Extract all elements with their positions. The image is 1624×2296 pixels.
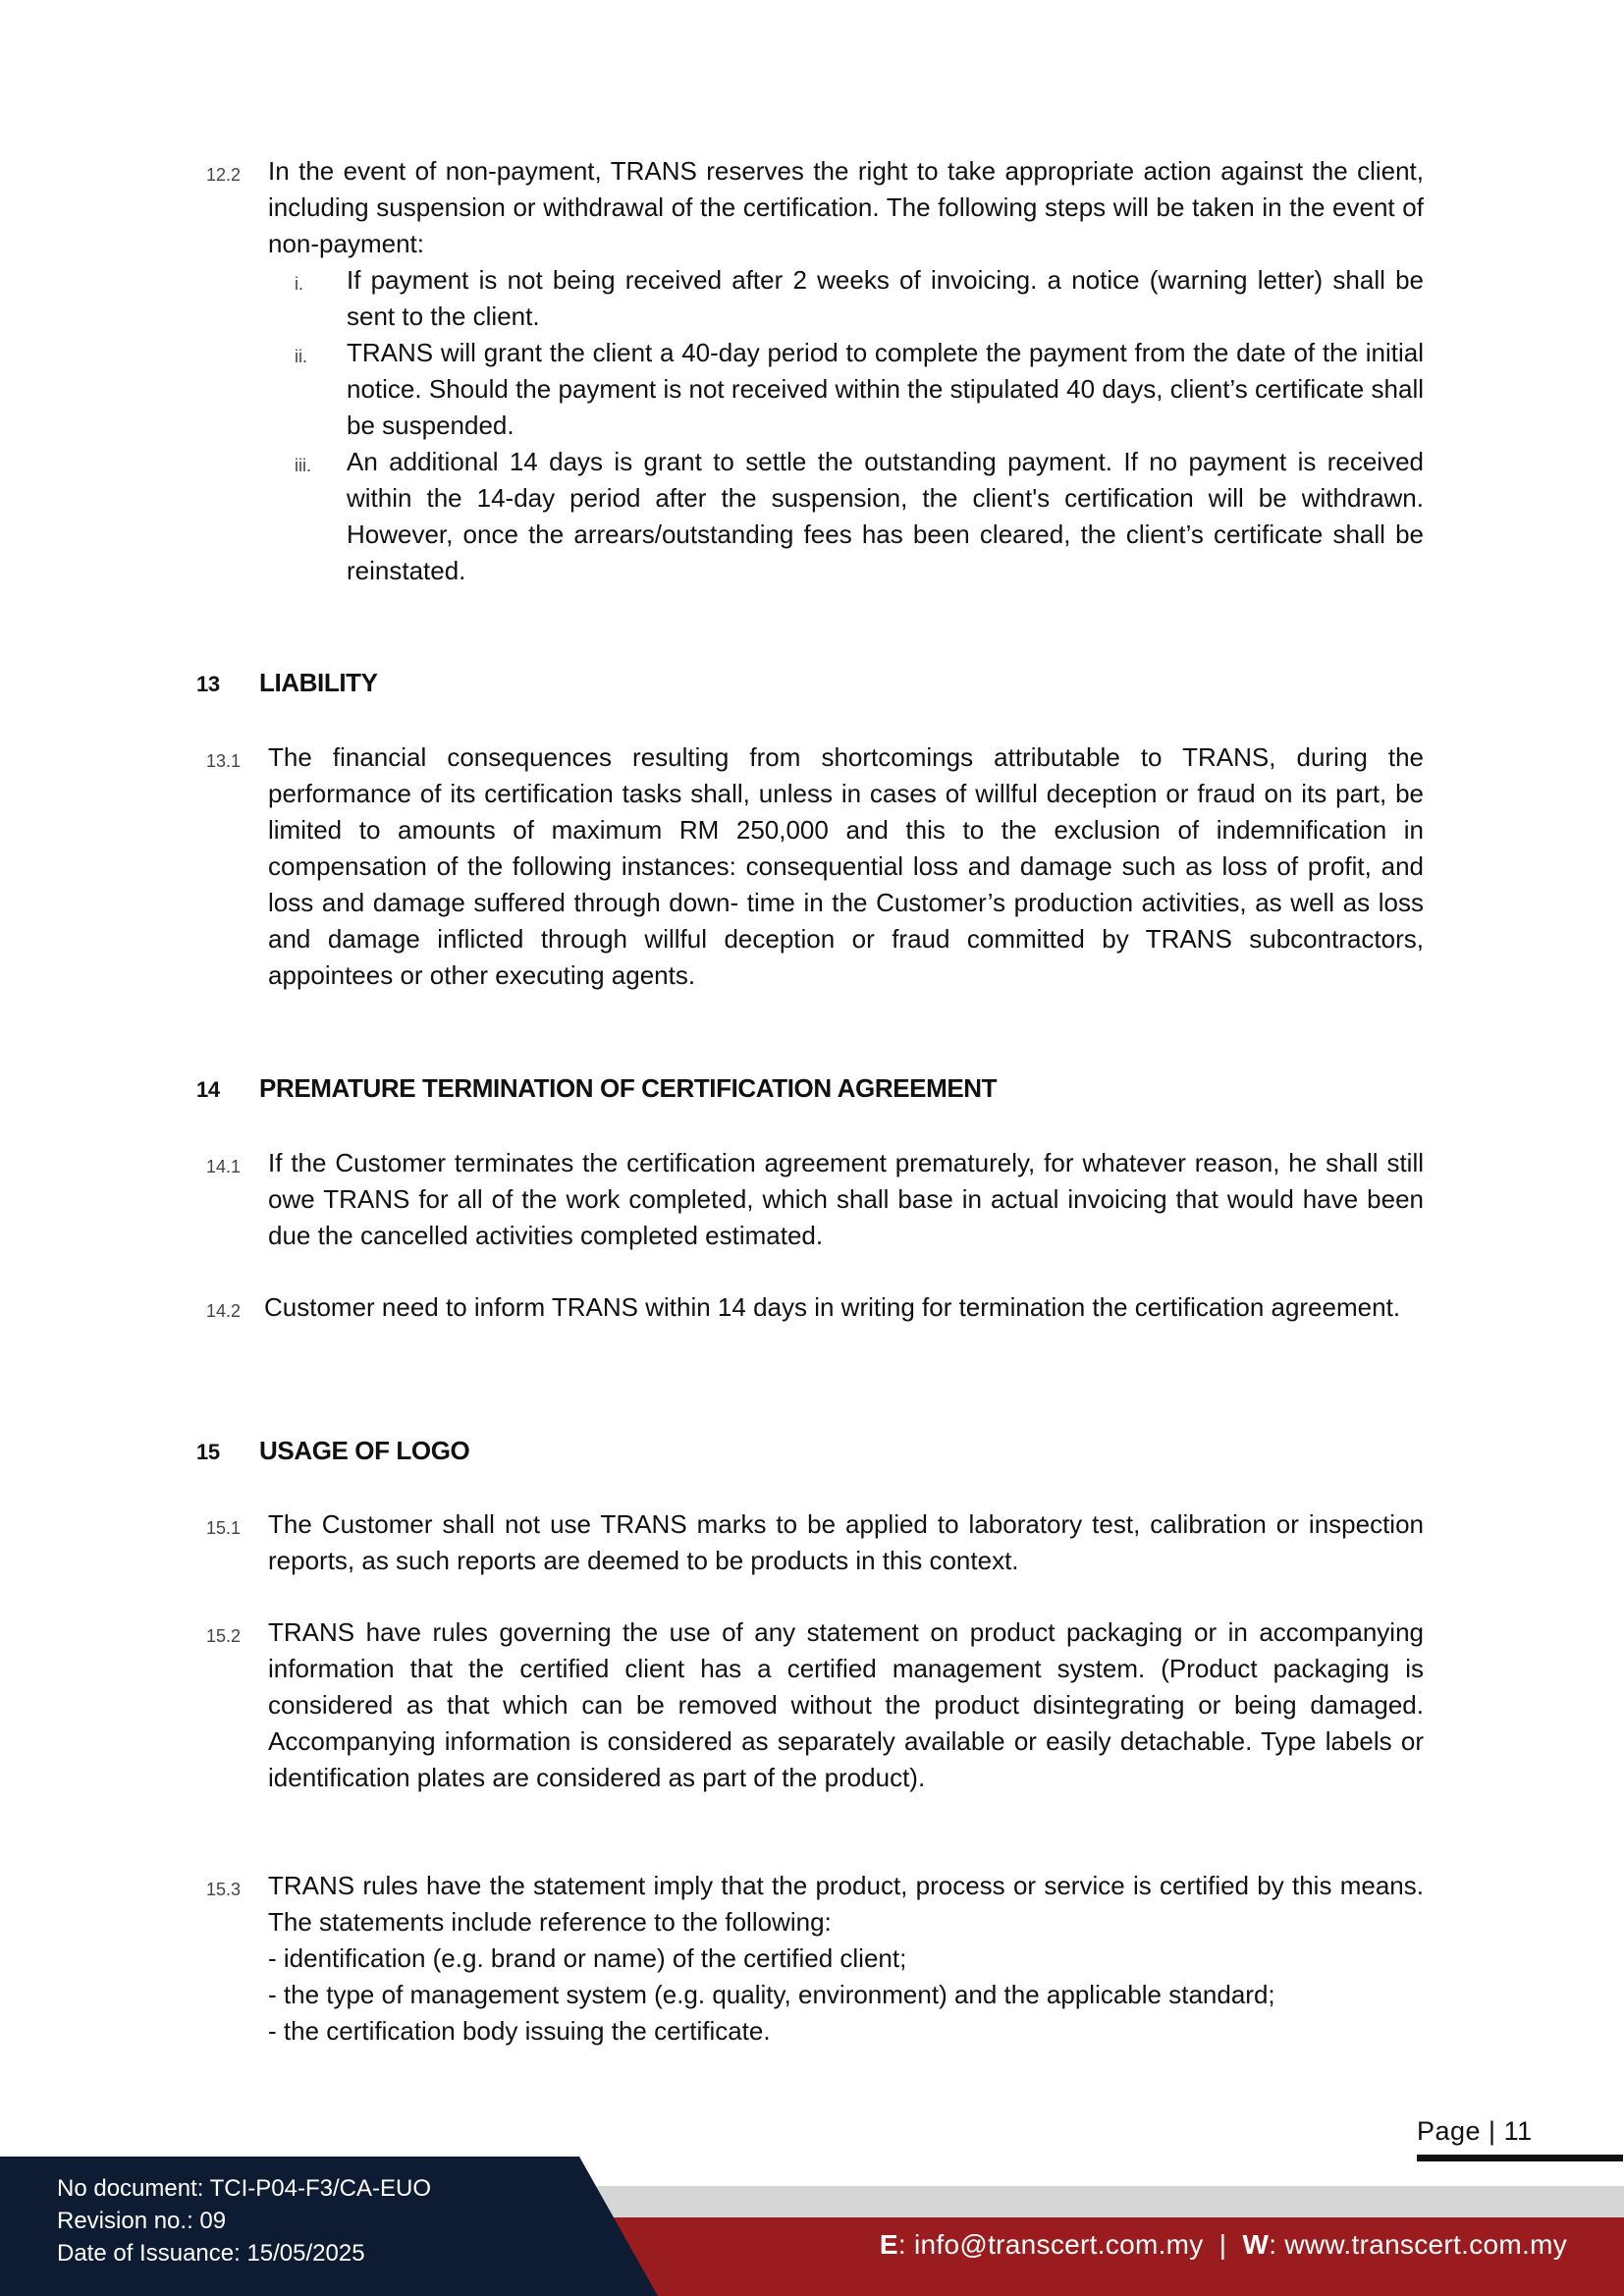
section-heading-13 <box>196 668 378 698</box>
item-text: TRANS will grant the client a 40-day period to complete the payment from the date of the initial notice. Should the payment is not received within the stipulated 40 days, client’s certificate shall be suspended. <box>347 338 1424 440</box>
section-title: LIABILITY <box>259 668 378 697</box>
page-number: Page | 11 <box>1417 2116 1533 2146</box>
clause-number: 14.2 <box>206 1301 242 1321</box>
email-link[interactable]: : info@transcert.com.my <box>897 2229 1204 2260</box>
clause-12-2-item-i <box>295 262 1424 335</box>
section-number: 14 <box>196 1077 220 1102</box>
footer-gray-band <box>589 2186 1624 2217</box>
clause-text: TRANS rules have the statement imply that the product, process or service is certified by this means. The statements include reference to the following: <box>268 1871 1424 1937</box>
section-title: PREMATURE TERMINATION OF CERTIFICATION AGREEMENT <box>259 1073 998 1103</box>
email-label: E <box>879 2229 898 2260</box>
item-number: i. <box>295 274 303 294</box>
page-number-rule <box>1417 2155 1623 2161</box>
issuance-date: Date of Issuance: 15/05/2025 <box>57 2240 365 2267</box>
clause-number: 15.1 <box>206 1518 242 1538</box>
clause-12-2-item-iii <box>295 444 1424 589</box>
clause-text: If the Customer terminates the certification agreement prematurely, for whatever reason, he shall still owe TRANS for all of the work completed, which shall base in actual invoicing that would have been due the cancelled activities completed estimated. <box>268 1148 1424 1250</box>
bullet-item: - identification (e.g. brand or name) of the certified client; <box>268 1943 907 1973</box>
footer-contact <box>880 2229 1567 2261</box>
clause-text: The Customer shall not use TRANS marks to be applied to laboratory test, calibration or inspection reports, as such reports are deemed to be products in this context. <box>268 1509 1424 1575</box>
clause-14-1 <box>206 1145 1424 1254</box>
web-label: W <box>1242 2229 1270 2260</box>
item-text: If payment is not being received after 2 weeks of invoicing. a notice (warning letter) shall be sent to the client. <box>347 265 1424 331</box>
section-heading-14 <box>196 1073 997 1104</box>
revision-number: Revision no.: 09 <box>57 2208 227 2234</box>
clause-15-2 <box>206 1614 1424 1796</box>
footer-document-info <box>57 2172 431 2269</box>
clause-13-1 <box>206 739 1424 994</box>
section-number: 15 <box>196 1440 220 1464</box>
clause-15-1 <box>206 1506 1424 1579</box>
clause-number: 13.1 <box>206 751 242 771</box>
clause-text: The financial consequences resulting from shortcomings attributable to TRANS, during the performance of its certification tasks shall, unless in cases of willful deception or fraud on its part, be limited to amounts of maximum RM 250,000 and this to the exclusion of indemnification in compensation of the following instances: consequential loss and damage such as loss of profit, and loss and damage suffered through down- time in the Customer’s production activities, as well as loss and damage inflicted through willful deception or fraud committed by TRANS subcontractors, appointees or other executing agents. <box>268 742 1424 990</box>
clause-12-2-item-ii <box>295 335 1424 444</box>
section-heading-15 <box>196 1436 469 1466</box>
clause-text: Customer need to inform TRANS within 14 days in writing for termination the certification agreement. <box>264 1292 1401 1322</box>
website-link[interactable]: : www.transcert.com.my <box>1269 2229 1567 2260</box>
clause-number: 15.2 <box>206 1626 242 1646</box>
item-number: ii. <box>295 347 307 366</box>
clause-14-2 <box>206 1289 1424 1326</box>
clause-number: 14.1 <box>206 1157 242 1176</box>
clause-text: In the event of non-payment, TRANS reserves the right to take appropriate action against the client, including suspension or withdrawal of the certification. The following steps will be taken in the event of non-payment: <box>268 156 1424 258</box>
section-title: USAGE OF LOGO <box>259 1436 470 1465</box>
clause-number: 15.3 <box>206 1880 242 1899</box>
bullet-item: - the certification body issuing the certificate. <box>268 2016 771 2046</box>
clause-15-3 <box>206 1868 1424 2050</box>
item-number: iii. <box>295 456 311 475</box>
bullet-item: - the type of management system (e.g. quality, environment) and the applicable standard; <box>268 1980 1275 2009</box>
section-number: 13 <box>196 672 220 696</box>
clause-text: TRANS have rules governing the use of any statement on product packaging or in accompanying information that the certified client has a certified management system. (Product packaging is considered as that which can be removed without the product disintegrating or being damaged. Accompanying information is considered as separately available or easily detachable. Type labels or identification plates are considered as part of the product). <box>268 1617 1424 1792</box>
item-text: An additional 14 days is grant to settle the outstanding payment. If no payment is received within the 14-day period after the suspension, the client's certification will be withdrawn. However, once the arrears/outstanding fees has been cleared, the client’s certificate shall be reinstated. <box>347 447 1424 585</box>
contact-separator: | <box>1218 2229 1227 2260</box>
clause-bullet-list <box>268 1941 1424 2050</box>
document-number: No document: TCI-P04-F3/CA-EUO <box>57 2175 432 2202</box>
clause-12-2 <box>206 153 1424 262</box>
clause-number: 12.2 <box>206 165 242 185</box>
